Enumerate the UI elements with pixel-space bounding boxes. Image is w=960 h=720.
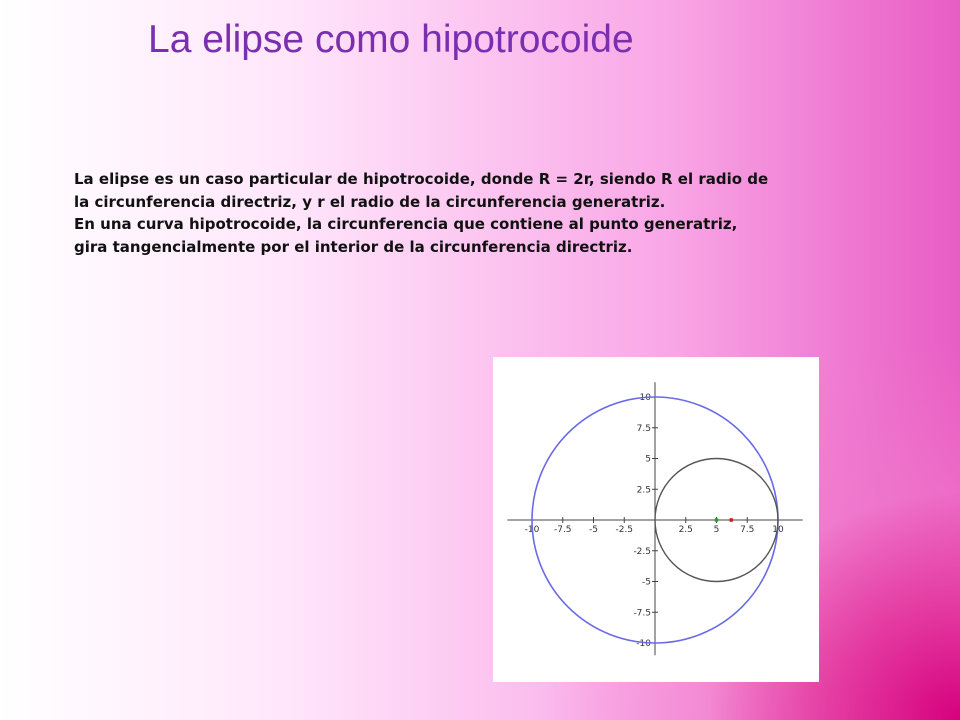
paragraph-ellipse-definition: La elipse es un caso particular de hipotrocoide, donde R = 2r, siendo R el radio de la circunferencia directriz, y r el radio de la circunferencia generatriz. (74, 170, 769, 211)
generating-point (729, 518, 733, 522)
y-tick-label: -5 (642, 577, 651, 588)
y-tick-label: 5 (645, 454, 651, 465)
slide-title: La elipse como hipotrocoide (148, 18, 634, 61)
y-tick-label: 7.5 (636, 423, 651, 434)
paragraph-hypotrochoid-description: En una curva hipotrocoide, la circunferencia que contiene al punto generatriz, gira tangencialmente por el interior de la circunferencia directriz. (74, 215, 738, 256)
x-tick-label: -7.5 (553, 525, 572, 535)
x-tick-label: -5 (589, 525, 598, 535)
y-tick-label: -2.5 (633, 546, 651, 557)
x-tick-label: -10 (524, 525, 540, 535)
x-tick-label: 10 (772, 525, 784, 535)
y-tick-label: 10 (639, 393, 651, 403)
x-tick-label: -2.5 (615, 525, 634, 535)
body-text (74, 168, 774, 258)
y-tick-label: 2.5 (636, 485, 651, 496)
generatrix-center-point (715, 518, 719, 522)
hypotrochoid-plot (493, 357, 819, 682)
x-tick-label: 2.5 (678, 525, 693, 535)
hypotrochoid-figure (493, 357, 819, 682)
y-tick-label: -10 (636, 639, 651, 649)
y-tick-label: -7.5 (633, 608, 651, 619)
x-tick-label: 7.5 (740, 525, 755, 535)
x-tick-label: 5 (713, 525, 720, 535)
